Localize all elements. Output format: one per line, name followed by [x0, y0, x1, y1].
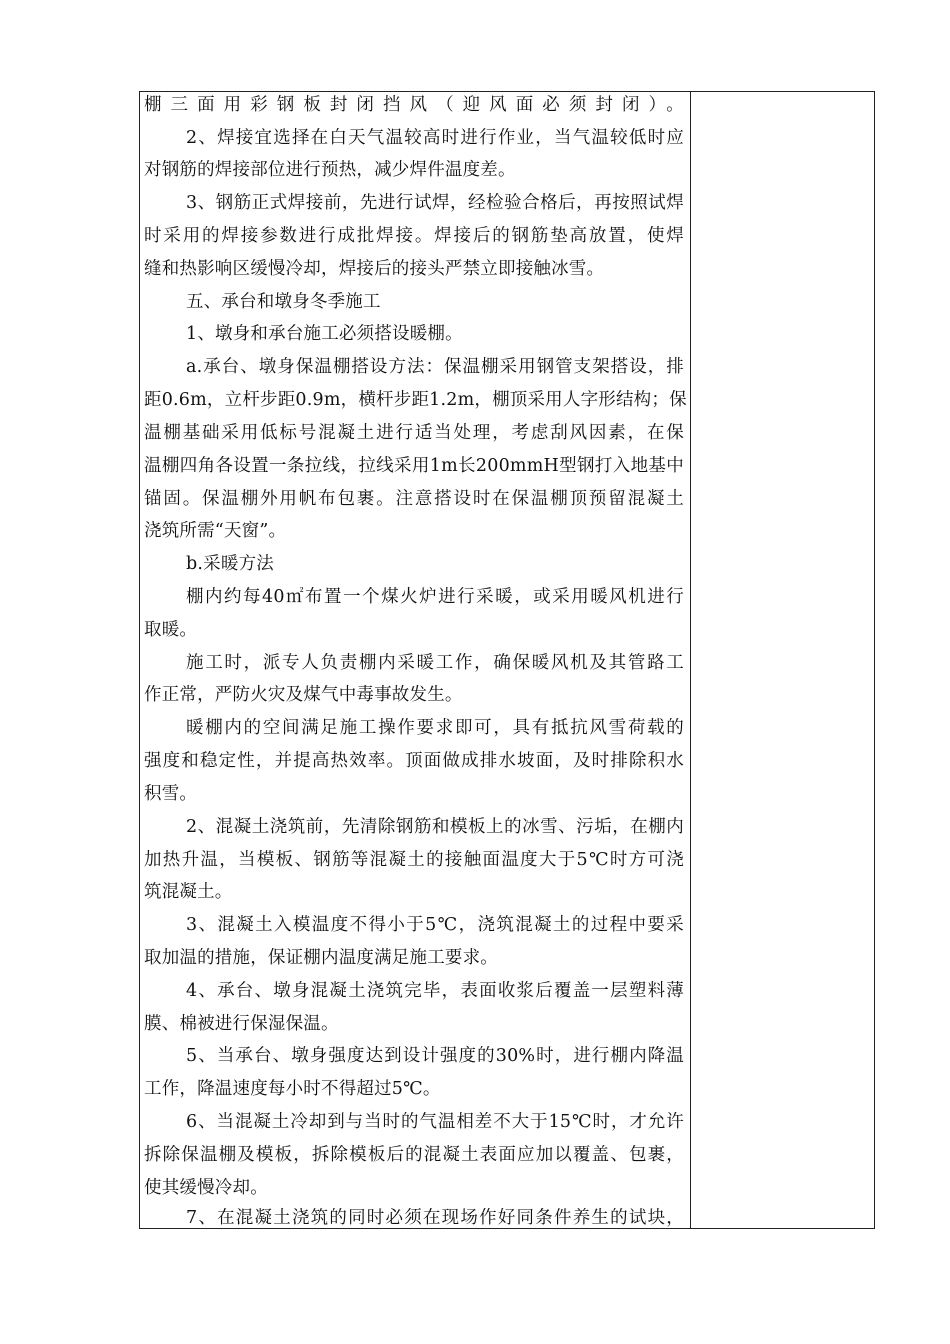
- text-line: 棚内约每40㎡布置一个煤火炉进行采暖，或采用暖风机进行: [186, 587, 684, 607]
- text-line: 2、混凝土浇筑前，先清除钢筋和模板上的冰雪、污垢，在棚内: [186, 817, 684, 837]
- text-line: 锚固。保温棚外用帆布包裹。注意搭设时在保温棚顶预留混凝土: [144, 489, 684, 509]
- text-line: 温棚四角各设置一条拉线，拉线采用1m长200mmH型钢打入地基中: [144, 456, 684, 476]
- text-line: 加热升温，当模板、钢筋等混凝土的接触面温度大于5℃时方可浇: [144, 850, 684, 870]
- text-line: 膜、棉被进行保湿保温。: [144, 1014, 339, 1034]
- text-line: 7、在混凝土浇筑的同时必须在现场作好同条件养生的试块，: [186, 1208, 684, 1228]
- text-line: 取加温的措施，保证棚内温度满足施工要求。: [144, 948, 498, 968]
- content-cell: [140, 92, 690, 1228]
- text-line: 距0.6m，立杆步距0.9m，横杆步距1.2m，棚顶采用人字形结构；保: [144, 390, 687, 410]
- text-line: 1、墩身和承台施工必须搭设暖棚。: [186, 324, 463, 344]
- text-line: a.承台、墩身保温棚搭设方法：保温棚采用钢管支架搭设，排: [186, 357, 684, 377]
- content-table: [139, 91, 875, 1229]
- subsection-heading: b.采暖方法: [186, 554, 274, 574]
- text-line: 3、钢筋正式焊接前，先进行试焊，经检验合格后，再按照试焊: [186, 193, 684, 213]
- text-line: 2、焊接宜选择在白天气温较高时进行作业，当气温较低时应: [186, 128, 684, 148]
- text-line: 5、当承台、墩身强度达到设计强度的30%时，进行棚内降温: [186, 1046, 684, 1066]
- text-line: 暖棚内的空间满足施工操作要求即可，具有抵抗风雪荷载的: [186, 718, 684, 738]
- text-line: 缝和热影响区缓慢冷却，焊接后的接头严禁立即接触冰雪。: [144, 259, 605, 279]
- text-line: 取暖。: [144, 620, 198, 640]
- text-line: 作正常，严防火灾及煤气中毒事故发生。: [144, 685, 463, 705]
- text-line: 6、当混凝土冷却到与当时的气温相差不大于15℃时，才允许: [186, 1112, 684, 1132]
- section-heading: 五、承台和墩身冬季施工: [186, 292, 381, 312]
- text-line: 使其缓慢冷却。: [144, 1178, 268, 1198]
- text-line: 工作，降温速度每小时不得超过5℃。: [144, 1079, 441, 1099]
- text-line: 温棚基础采用低标号混凝土进行适当处理，考虑刮风因素，在保: [144, 423, 684, 443]
- text-line: 4、承台、墩身混凝土浇筑完毕，表面收浆后覆盖一层塑料薄: [186, 981, 684, 1001]
- text-line: 棚三面用彩钢板封闭挡风（迎风面必须封闭）。: [144, 95, 684, 115]
- text-line: 筑混凝土。: [144, 882, 233, 902]
- text-line: 积雪。: [144, 784, 198, 804]
- text-line: 3、混凝土入模温度不得小于5℃，浇筑混凝土的过程中要采: [186, 915, 684, 935]
- text-line: 对钢筋的焊接部位进行预热，减少焊件温度差。: [144, 160, 516, 180]
- text-line: 强度和稳定性，并提高热效率。顶面做成排水坡面，及时排除积水: [144, 751, 684, 771]
- text-line: 拆除保温棚及模板，拆除模板后的混凝土表面应加以覆盖、包裹，: [144, 1145, 684, 1165]
- remarks-cell: [691, 92, 874, 1228]
- text-line: 浇筑所需“天窗”。: [144, 521, 287, 541]
- text-line: 时采用的焊接参数进行成批焊接。焊接后的钢筋垫高放置，使焊: [144, 226, 684, 246]
- text-line: 施工时，派专人负责棚内采暖工作，确保暖风机及其管路工: [186, 653, 684, 673]
